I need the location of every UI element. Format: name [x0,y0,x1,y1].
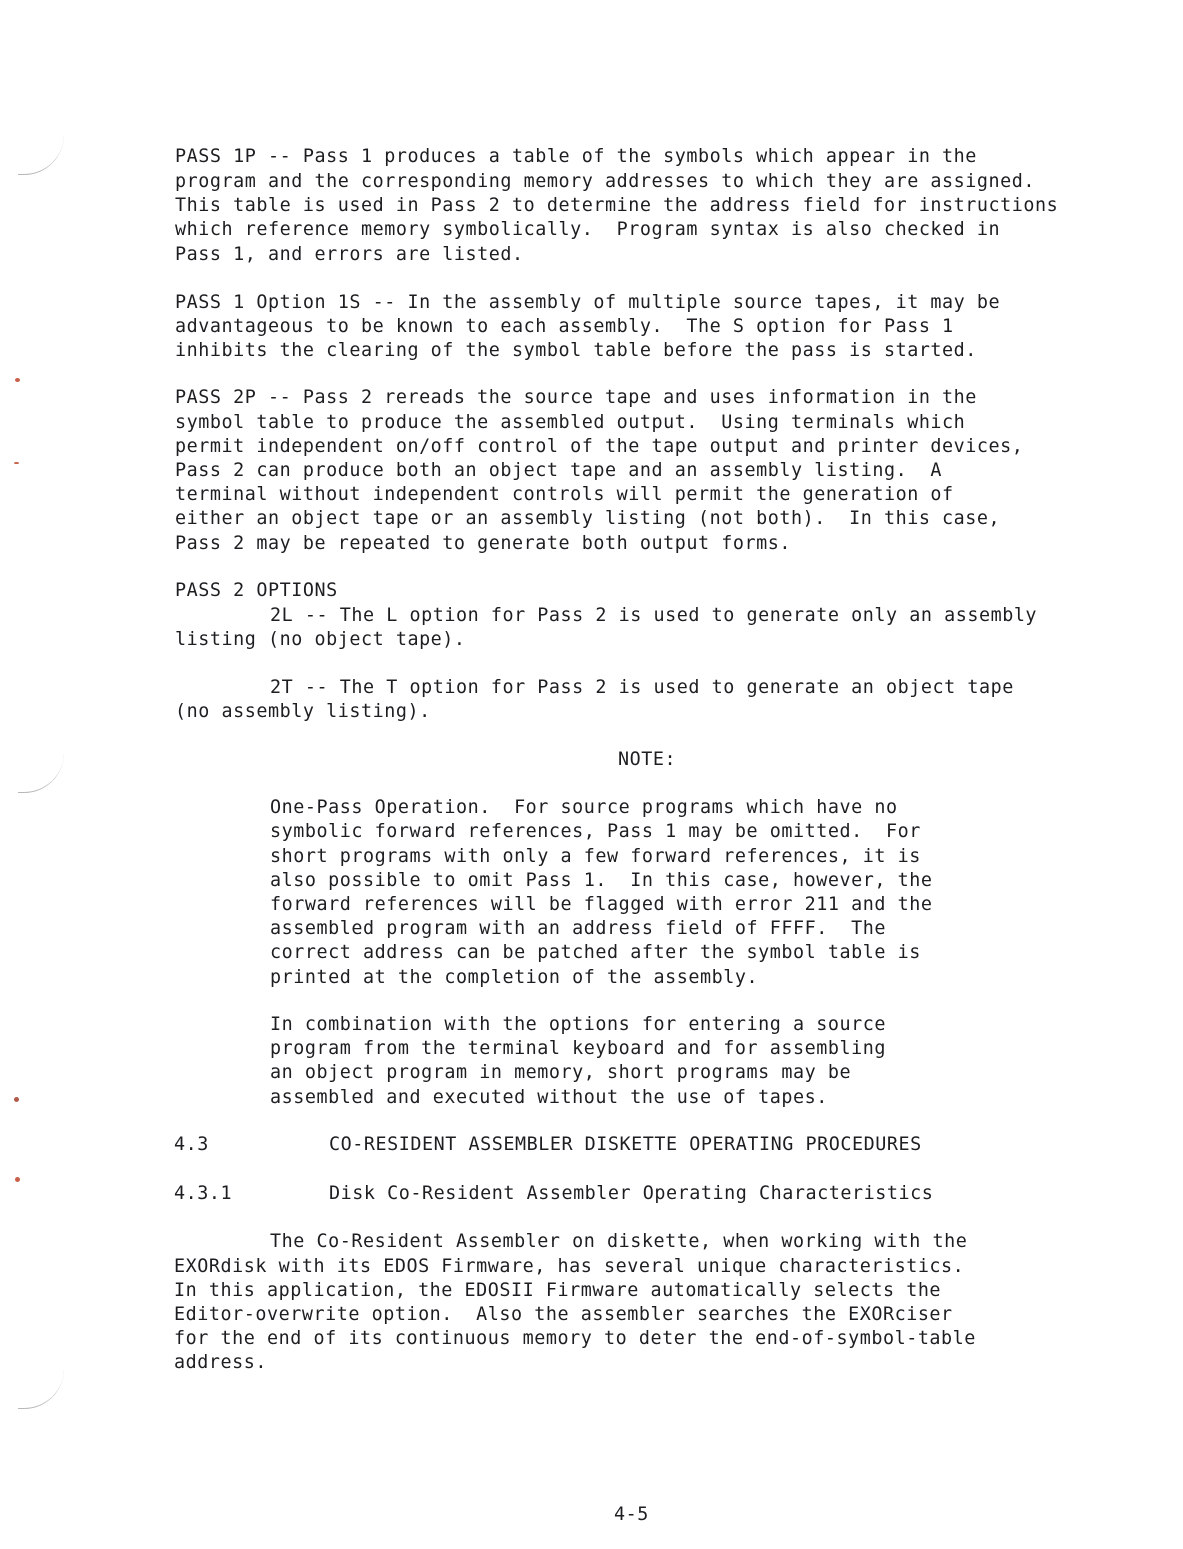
text-line: correct address can be patched after the symbol table is [270,942,921,963]
text-line: listing (no object tape). [175,629,466,650]
text-line: inhibits the clearing of the symbol table before the pass is started. [175,340,977,361]
text-line: 2T -- The T option for Pass 2 is used to generate an object tape [270,677,1014,698]
text-line: terminal without independent controls will permit the generation of [175,484,954,505]
text-line: short programs with only a few forward references, it is [270,846,921,867]
punch-hole-mark-middle [18,746,64,793]
pass-2-options-heading: PASS 2 OPTIONS [175,580,338,601]
text-line: PASS 1P -- Pass 1 produces a table of the symbols which appear in the [175,146,977,167]
text-line: PASS 2P -- Pass 2 rereads the source tape and uses information in the [175,387,977,408]
text-line: This table is used in Pass 2 to determine the address field for instructions [175,195,1059,216]
text-line: In combination with the options for entering a source [270,1014,886,1035]
text-line: either an object tape or an assembly listing (not both). In this case, [175,508,1001,529]
section-title: CO-RESIDENT ASSEMBLER DISKETTE OPERATING PROCEDURES [329,1134,922,1155]
text-line: address. [174,1352,267,1373]
text-line: also possible to omit Pass 1. In this case, however, the [270,870,933,891]
scan-speck [14,1097,19,1102]
text-line: permit independent on/off control of the tape output and printer devices, [175,436,1024,457]
note-heading: NOTE: [618,749,677,770]
scan-speck [15,1177,20,1182]
text-line: for the end of its continuous memory to deter the end-of-symbol-table [174,1328,976,1349]
text-line: EXORdisk with its EDOS Firmware, has several unique characteristics. [174,1256,965,1277]
text-line: symbol table to produce the assembled output. Using terminals which [175,412,966,433]
scan-speck [15,378,20,382]
text-line: One-Pass Operation. For source programs which have no [270,797,898,818]
text-line: symbolic forward references, Pass 1 may be omitted. For [270,821,921,842]
page-number: 4-5 [614,1504,649,1525]
text-line: assembled program with an address field of FFFF. The [270,918,886,939]
text-line: PASS 1 Option 1S -- In the assembly of multiple source tapes, it may be [175,292,1001,313]
text-line: Pass 2 can produce both an object tape and an assembly listing. A [175,460,943,481]
text-line: advantageous to be known to each assembly. The S option for Pass 1 [175,316,954,337]
text-line: an object program in memory, short programs may be [270,1062,852,1083]
text-line: program from the terminal keyboard and for assembling [270,1038,886,1059]
scan-speck [14,462,19,464]
section-number: 4.3.1 [174,1183,233,1204]
text-line: (no assembly listing). [175,701,431,722]
text-line: forward references will be flagged with error 211 and the [270,894,933,915]
section-number: 4.3 [174,1134,209,1155]
text-line: Pass 1, and errors are listed. [175,244,524,265]
text-line: which reference memory symbolically. Program syntax is also checked in [175,219,1001,240]
text-line: 2L -- The L option for Pass 2 is used to generate only an assembly [270,605,1038,626]
text-line: Editor-overwrite option. Also the assembler searches the EXORciser [174,1304,953,1325]
text-line: The Co-Resident Assembler on diskette, when working with the [270,1231,968,1252]
punch-hole-mark-top [18,128,64,175]
punch-hole-mark-bottom [18,1362,64,1409]
text-line: In this application, the EDOSII Firmware automatically selects the [174,1280,942,1301]
text-line: printed at the completion of the assembly. [270,967,759,988]
text-line: program and the corresponding memory addresses to which they are assigned. [175,171,1036,192]
text-line: Pass 2 may be repeated to generate both output forms. [175,533,791,554]
section-title: Disk Co-Resident Assembler Operating Characteristics [329,1183,934,1204]
text-line: assembled and executed without the use of tapes. [270,1087,828,1108]
